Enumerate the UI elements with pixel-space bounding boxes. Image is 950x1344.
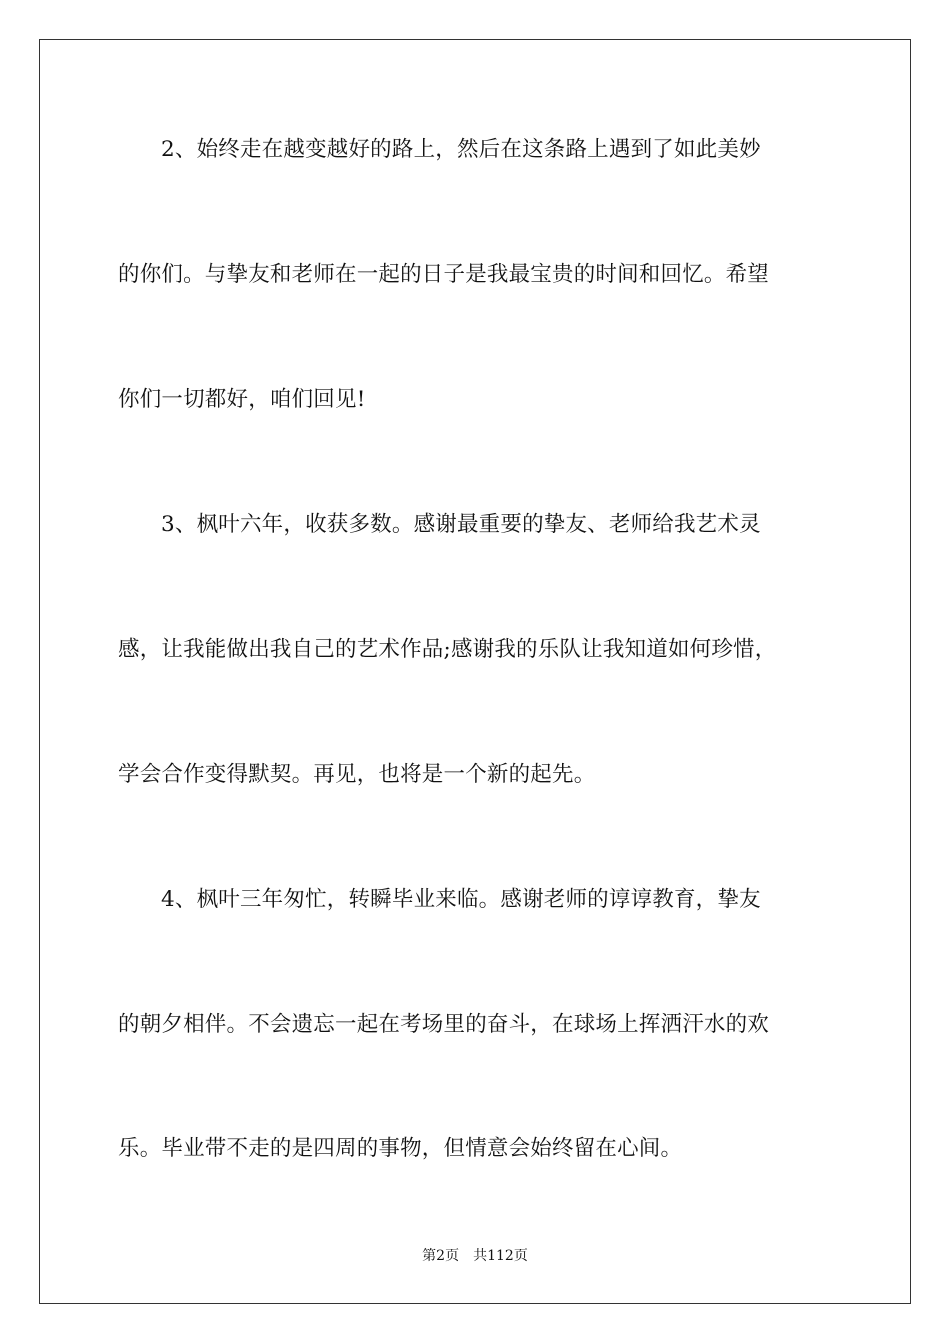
page-total: 共112页 xyxy=(473,1248,528,1264)
paragraph-4-line-1: 4、枫叶三年匆忙，转瞬毕业来临。感谢老师的谆谆教育，挚友 xyxy=(161,887,761,912)
page-frame xyxy=(39,39,911,1304)
paragraph-2-line-3: 你们一切都好，咱们回见! xyxy=(118,387,366,412)
page-footer xyxy=(0,1247,950,1265)
paragraph-3-line-3: 学会合作变得默契。再见，也将是一个新的起先。 xyxy=(118,762,596,787)
paragraph-4-line-2: 的朝夕相伴。不会遗忘一起在考场里的奋斗，在球场上挥洒汗水的欢 xyxy=(118,1012,770,1037)
paragraph-2-line-1: 2、始终走在越变越好的路上，然后在这条路上遇到了如此美妙 xyxy=(161,137,761,162)
paragraph-4-line-3: 乐。毕业带不走的是四周的事物，但情意会始终留在心间。 xyxy=(118,1136,683,1161)
paragraph-3-line-2: 感，让我能做出我自己的艺术作品;感谢我的乐队让我知道如何珍惜， xyxy=(118,637,777,662)
page-number: 第2页 xyxy=(422,1248,460,1264)
paragraph-3-line-1: 3、枫叶六年，收获多数。感谢最重要的挚友、老师给我艺术灵 xyxy=(161,512,761,537)
paragraph-2-line-2: 的你们。与挚友和老师在一起的日子是我最宝贵的时间和回忆。希望 xyxy=(118,262,770,287)
